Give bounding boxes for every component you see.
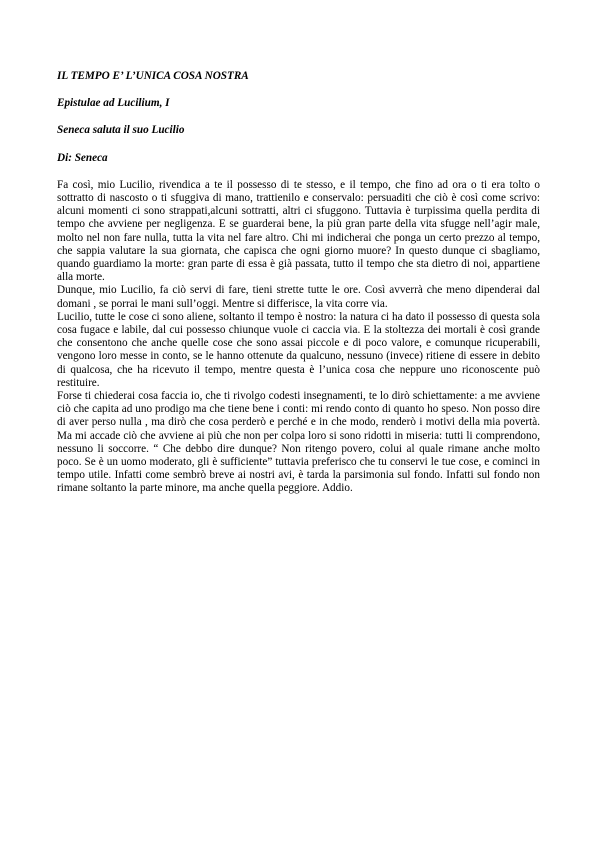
paragraph-1: Fa così, mio Lucilio, rivendica a te il possesso di te stesso, e il tempo, che fino ad ora o ti era tolto o sottratto di nascosto o ti sfuggiva di mano, trattienilo e conservalo: persuaditi che ciò è così come scrivo: alcuni momenti ci sono strappati,alcuni sottratti, altri ci sfuggono. Tuttavia è turpissima quella perdita di tempo che avviene per negligenza. E se guarderai bene, la più gran parte della vita sfugge nell’agir male, molto nel non fare nulla, tutta la vita nel fare altro. Chi mi indicherai che ponga un certo prezzo al tempo, che sappia valutare la sua giornata, che capisca che ogni giorno muore? In questo dunque ci sbagliamo, quando guardiamo la morte: gran parte di essa è già passata, tutto il tempo che sta dietro di noi, appartiene alla morte. — [57, 178, 540, 284]
document-title: IL TEMPO E’ L’UNICA COSA NOSTRA — [57, 70, 249, 82]
document-author: Di: Seneca — [57, 151, 108, 164]
document-greeting: Seneca saluta il suo Lucilio — [57, 124, 185, 137]
document-page — [57, 70, 540, 496]
paragraph-2: Dunque, mio Lucilio, fa ciò servi di fare, tieni strette tutte le ore. Così avverrà che meno dipenderai dal domani , se porrai le mani sull’oggi. Mentre si differisce, la vita corre via. — [57, 284, 540, 310]
paragraph-3: Lucilio, tutte le cose ci sono aliene, soltanto il tempo è nostro: la natura ci ha dato il possesso di questa sola cosa fugace e labile, dal cui possesso chiunque vuole ci caccia via. E la stoltezza dei mortali è così grande che consentono che anche quelle cose che sono assai piccole e di poco valore, e comunque ricuperabili, vengono loro messe in conto, se le hanno ottenute da qualcuno, nessuno (invece) ritiene di essere in debito di qualcosa, che ha ricevuto il tempo, mentre questa è l’unica cosa che neppure uno riconoscente può restituire. — [57, 310, 540, 389]
paragraph-4: Forse ti chiederai cosa faccia io, che ti rivolgo codesti insegnamenti, te lo dirò schiettamente: a me avviene ciò che capita ad uno prodigo ma che tiene bene i conti: mi rendo conto di quanto ho speso. Non posso dire di aver perso nulla , ma dirò che cosa perderò e perché e in che modo, renderò i motivi della mia povertà. Ma mi accade ciò che avviene ai più che non per colpa loro si sono ridotti in miseria: tutti li comprendono, nessuno li soccorre. “ Che debbo dire dunque? Non ritengo povero, colui al quale rimane anche molto poco. Se è un uomo moderato, gli è sufficiente” tuttavia preferisco che tu conservi le tue cose, e cominci in tempo utile. Infatti come sembrò breve ai nostri avi, è tarda la parsimonia sul fondo. Infatti sul fondo non rimane soltanto la parte minore, ma anche quella peggiore. Addio. — [57, 390, 540, 495]
letter-body — [57, 179, 540, 496]
document-subtitle: Epistulae ad Lucilium, I — [57, 97, 170, 110]
